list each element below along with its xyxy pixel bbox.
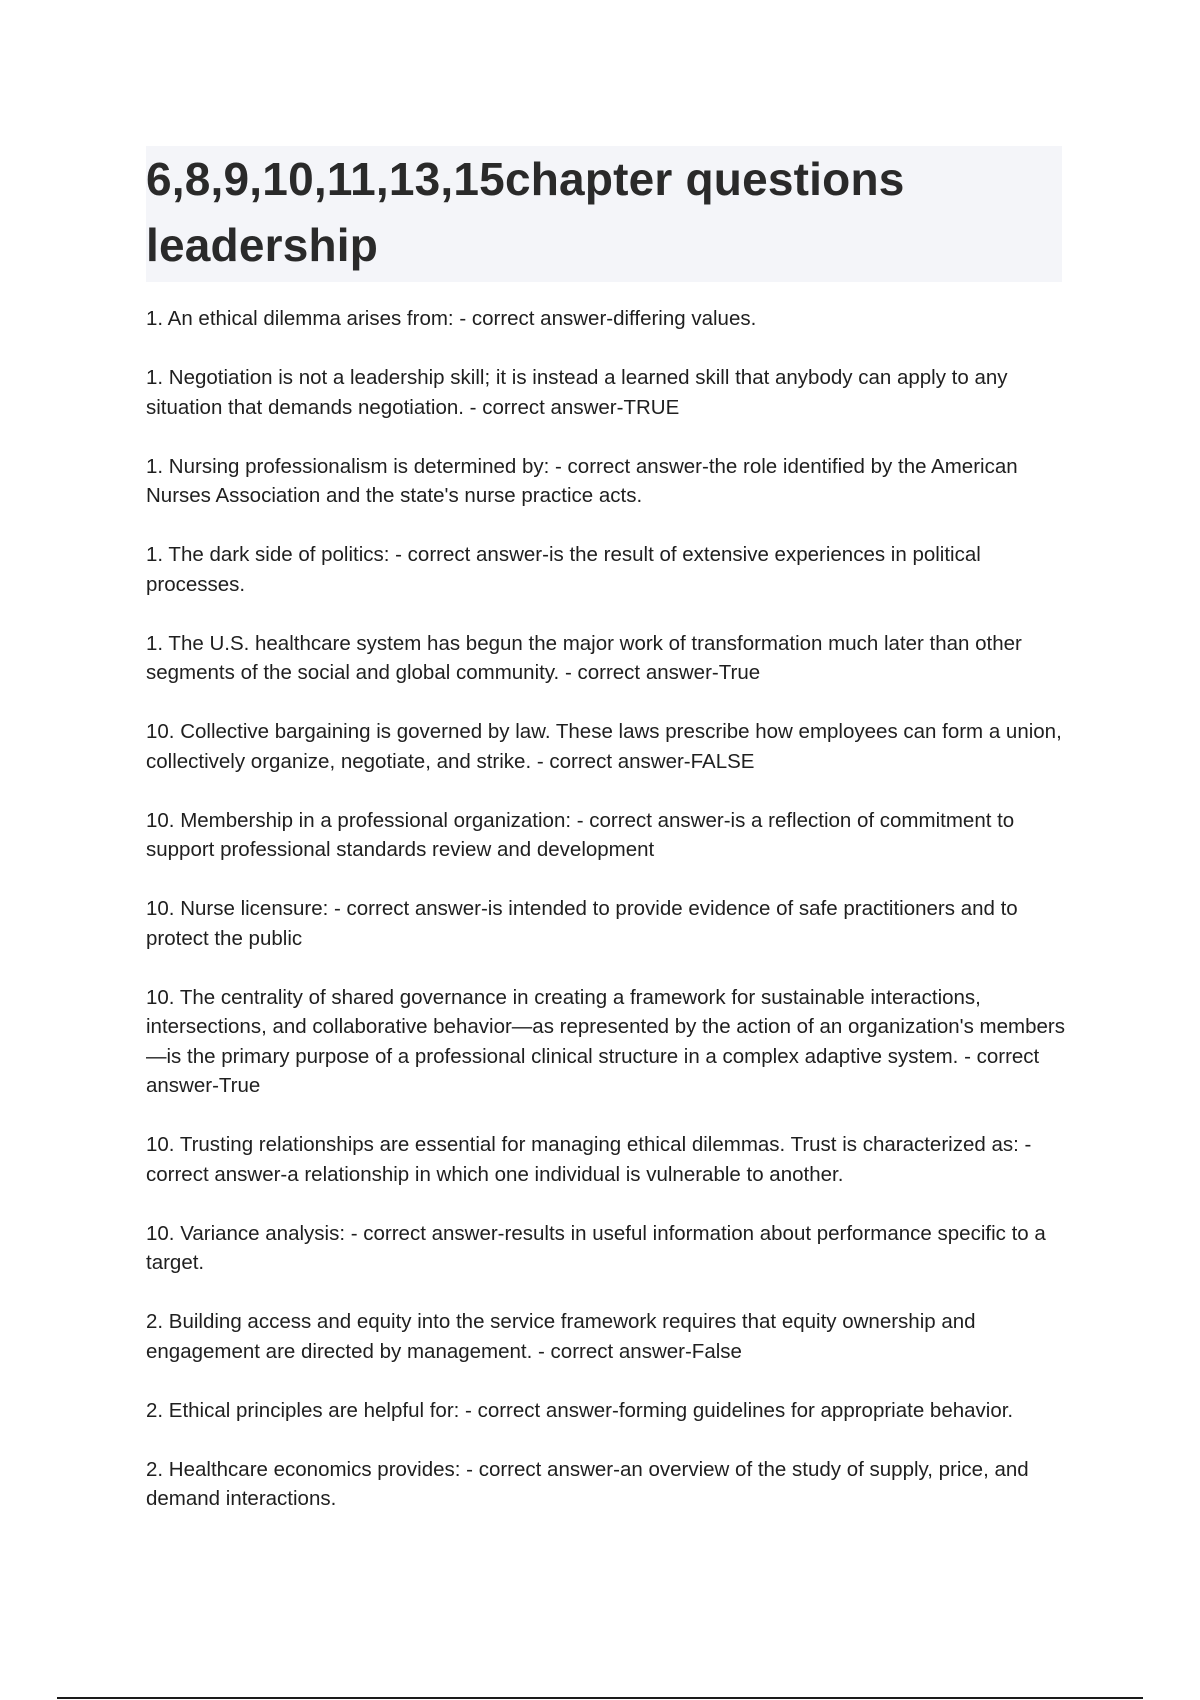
list-item: 1. The dark side of politics: - correct answer-is the result of extensive experiences in political processes. <box>146 543 981 596</box>
list-item: 1. Negotiation is not a leadership skill; it is instead a learned skill that anybody can apply to any situation that demands negotiation. - correct answer-TRUE <box>146 366 1008 419</box>
list-item: 10. Collective bargaining is governed by law. These laws prescribe how employees can form a union, collectively organize, negotiate, and strike. - correct answer-FALSE <box>146 720 1062 773</box>
title-block <box>146 146 1062 282</box>
list-item: 1. Nursing professionalism is determined by: - correct answer-the role identified by the American Nurses Association and the state's nurse practice acts. <box>146 454 1018 507</box>
question-list <box>146 304 1066 1543</box>
page-title: 6,8,9,10,11,13,15chapter questions leadership <box>146 153 905 271</box>
list-item: 10. Trusting relationships are essential for managing ethical dilemmas. Trust is characterized as: - correct answer-a relationship in which one individual is vulnerable to another. <box>146 1133 1032 1186</box>
list-item: 10. Membership in a professional organization: - correct answer-is a reflection of commitment to support professional standards review and development <box>146 808 1015 861</box>
list-item: 2. Building access and equity into the service framework requires that equity ownership and engagement are directed by management. - correct answer-False <box>146 1310 976 1363</box>
list-item: 10. The centrality of shared governance in creating a framework for sustainable interactions, intersections, and collaborative behavior—as represented by the action of an organization's members—is the primary purpose of a professional clinical structure in a complex adaptive system. - correct answer-True <box>146 985 1065 1097</box>
page-divider <box>57 1697 1143 1699</box>
list-item: 10. Nurse licensure: - correct answer-is intended to provide evidence of safe practitioners and to protect the public <box>146 897 1018 950</box>
list-item: 1. The U.S. healthcare system has begun the major work of transformation much later than other segments of the social and global community. - correct answer-True <box>146 631 1022 684</box>
list-item: 1. An ethical dilemma arises from: - correct answer-differing values. <box>146 307 757 330</box>
list-item: 2. Healthcare economics provides: - correct answer-an overview of the study of supply, price, and demand interactions. <box>146 1457 1029 1510</box>
list-item: 10. Variance analysis: - correct answer-results in useful information about performance specific to a target. <box>146 1221 1046 1274</box>
list-item: 2. Ethical principles are helpful for: - correct answer-forming guidelines for appropriate behavior. <box>146 1398 1014 1422</box>
